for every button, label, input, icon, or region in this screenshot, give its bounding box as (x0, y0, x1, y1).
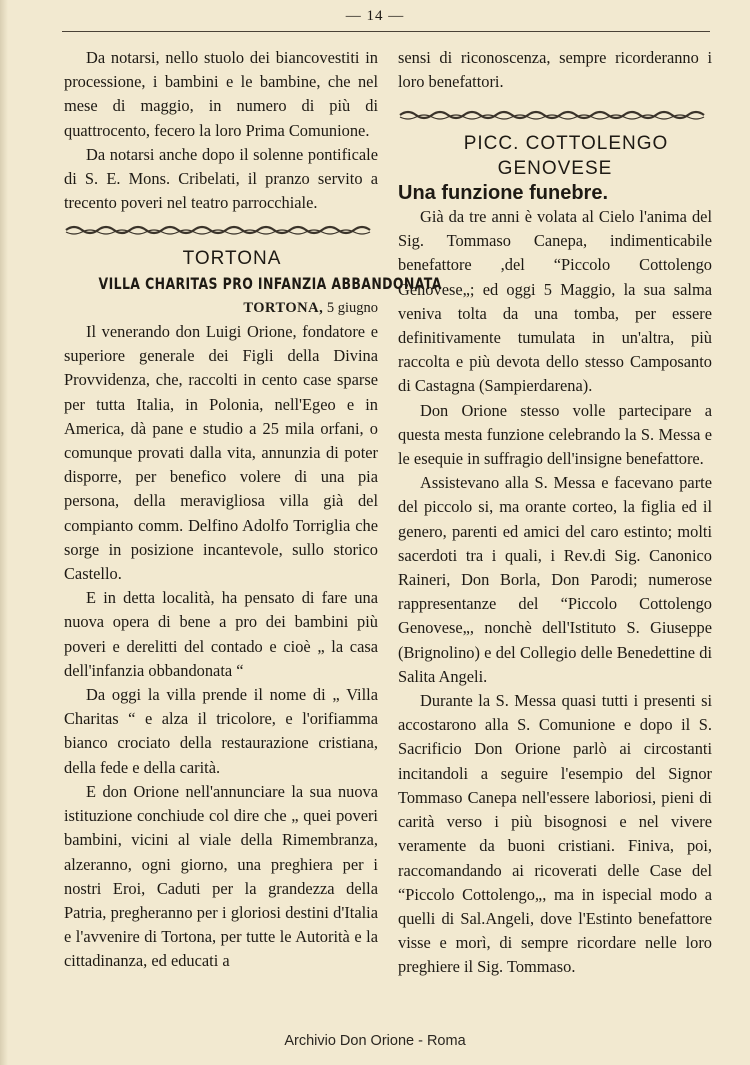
paragraph: Il venerando don Luigi Orione, fondatore e superiore generale dei Figli della Divina Provvidenza, che, raccolti in cento case sparse per tutta Italia, in Polonia, nell'Egeo e in America, dà pane e studio a 25 mila orfani, o comunque provati dalla vita, annunzia di poter disporre, per benefico volere di una pia persona, della meravigliosa villa già del compianto comm. Delfino Adolfo Torriglia che sorge in posizione incantevole, sullo storico Castello. (64, 322, 378, 584)
paragraph: Da notarsi anche dopo il solenne pontificale di S. E. Mons. Cribelati, il pranzo servito a trecento poveri nel teatro parrocchiale. (64, 144, 378, 213)
left-column (64, 46, 442, 974)
section-title-tortona: TORTONA (182, 248, 282, 270)
paragraph: Da notarsi, nello stuolo dei biancovestiti in processione, i bambini e le bambine, che nel mese di maggio, in numero di più di quattrocento, fecero la loro Prima Comunione. (64, 48, 378, 140)
dateline (64, 296, 378, 320)
banner-heading: VILLA CHARITAS PRO INFANZIA ABBANDONATA (98, 273, 442, 293)
paragraph: Da oggi la villa prende il nome di „ Villa Charitas “ e alza il tricolore, e l'orifiamma bianco crociato della restaurazione cristiana, della fede e della carità. (64, 685, 378, 777)
article-heading: Una funzione funebre. (398, 181, 608, 204)
page-edge-shadow (0, 0, 8, 1065)
header-rule (62, 31, 710, 32)
page-number: — 14 — (345, 8, 405, 24)
ornament-divider (64, 223, 378, 237)
section-title-cottolengo: PICC. COTTOLENGO GENOVESE (463, 133, 669, 179)
ornament-divider (398, 108, 712, 122)
paragraph: E don Orione nell'annunciare la sua nuova istituzione conchiude col dire che „ quei poveri bambini, vicini al viale della Rimembranza, alzeranno, ogni giorno, una preghiera per i nostri Eroi, Caduti per la grandezza della Patria, pregheranno per i gloriosi destini d'Italia e l'avvenire di Tortona, per tutte le Autorità e la cittadinanza, ed educati a (64, 781, 378, 971)
dateline-place: TORTONA, (243, 299, 324, 316)
paragraph: Assistevano alla S. Messa e facevano parte del piccolo si, ma orante corteo, la figlia ed il genero, parenti ed amici del caro estinto; molti sacerdoti tra i quali, i Rev.di Sig. Canonico Raineri, Don Borla, Don Parodi; numerose rappresentanze del “Piccolo Cottolengo Genovese„, nonchè dell'Istituto S. Giuseppe (Brignolino) e del Collegio delle Benedettine di Salita Angeli. (398, 473, 712, 686)
paragraph: sensi di riconoscenza, sempre ricorderanno i loro benefattori. (398, 48, 712, 92)
paragraph: Durante la S. Messa quasi tutti i presenti si accostarono alla S. Comunione e dopo il S. Sacrificio Don Orione parlò ai circostanti incitandoli a seguire l'esempio del Signor Tommaso Canepa nell'essere laboriosi, pieni di carità verso i più bisognosi e nel vivere veramente da buoni cristiani. Finiva, poi, raccomandando ai ricoverati delle Case del “Piccolo Cottolengo„, ma in ispecial modo a quelli di Sal.Angeli, dove l'Estinto benefattore visse e morì, di sempre ricordare nelle loro preghiere il Sig. Tommaso. (398, 691, 712, 977)
paragraph: Don Orione stesso volle partecipare a questa mesta funzione celebrando la S. Messa e le esequie in suffragio dell'insigne benefattore. (398, 400, 712, 469)
right-column (398, 46, 712, 980)
archive-footer: Archivio Don Orione - Roma (284, 1033, 466, 1049)
paragraph: E in detta località, ha pensato di fare una nuova opera di bene a pro dei bambini più poveri e derelitti del contado e cioè „ la casa dell'infanzia obbandonata “ (64, 588, 378, 680)
paragraph: Già da tre anni è volata al Cielo l'anima del Sig. Tommaso Canepa, indimenticabile benefattore ,del “Piccolo Cottolengo Genovese„; ed oggi 5 Maggio, la sua salma veniva tolta da una tomba, per essere definitivamente tumulata in un'altra, più raccolta e più devota dello stesso Camposanto di Castagna (Sampierdarena). (398, 207, 712, 396)
dateline-date: 5 giugno (326, 299, 378, 316)
